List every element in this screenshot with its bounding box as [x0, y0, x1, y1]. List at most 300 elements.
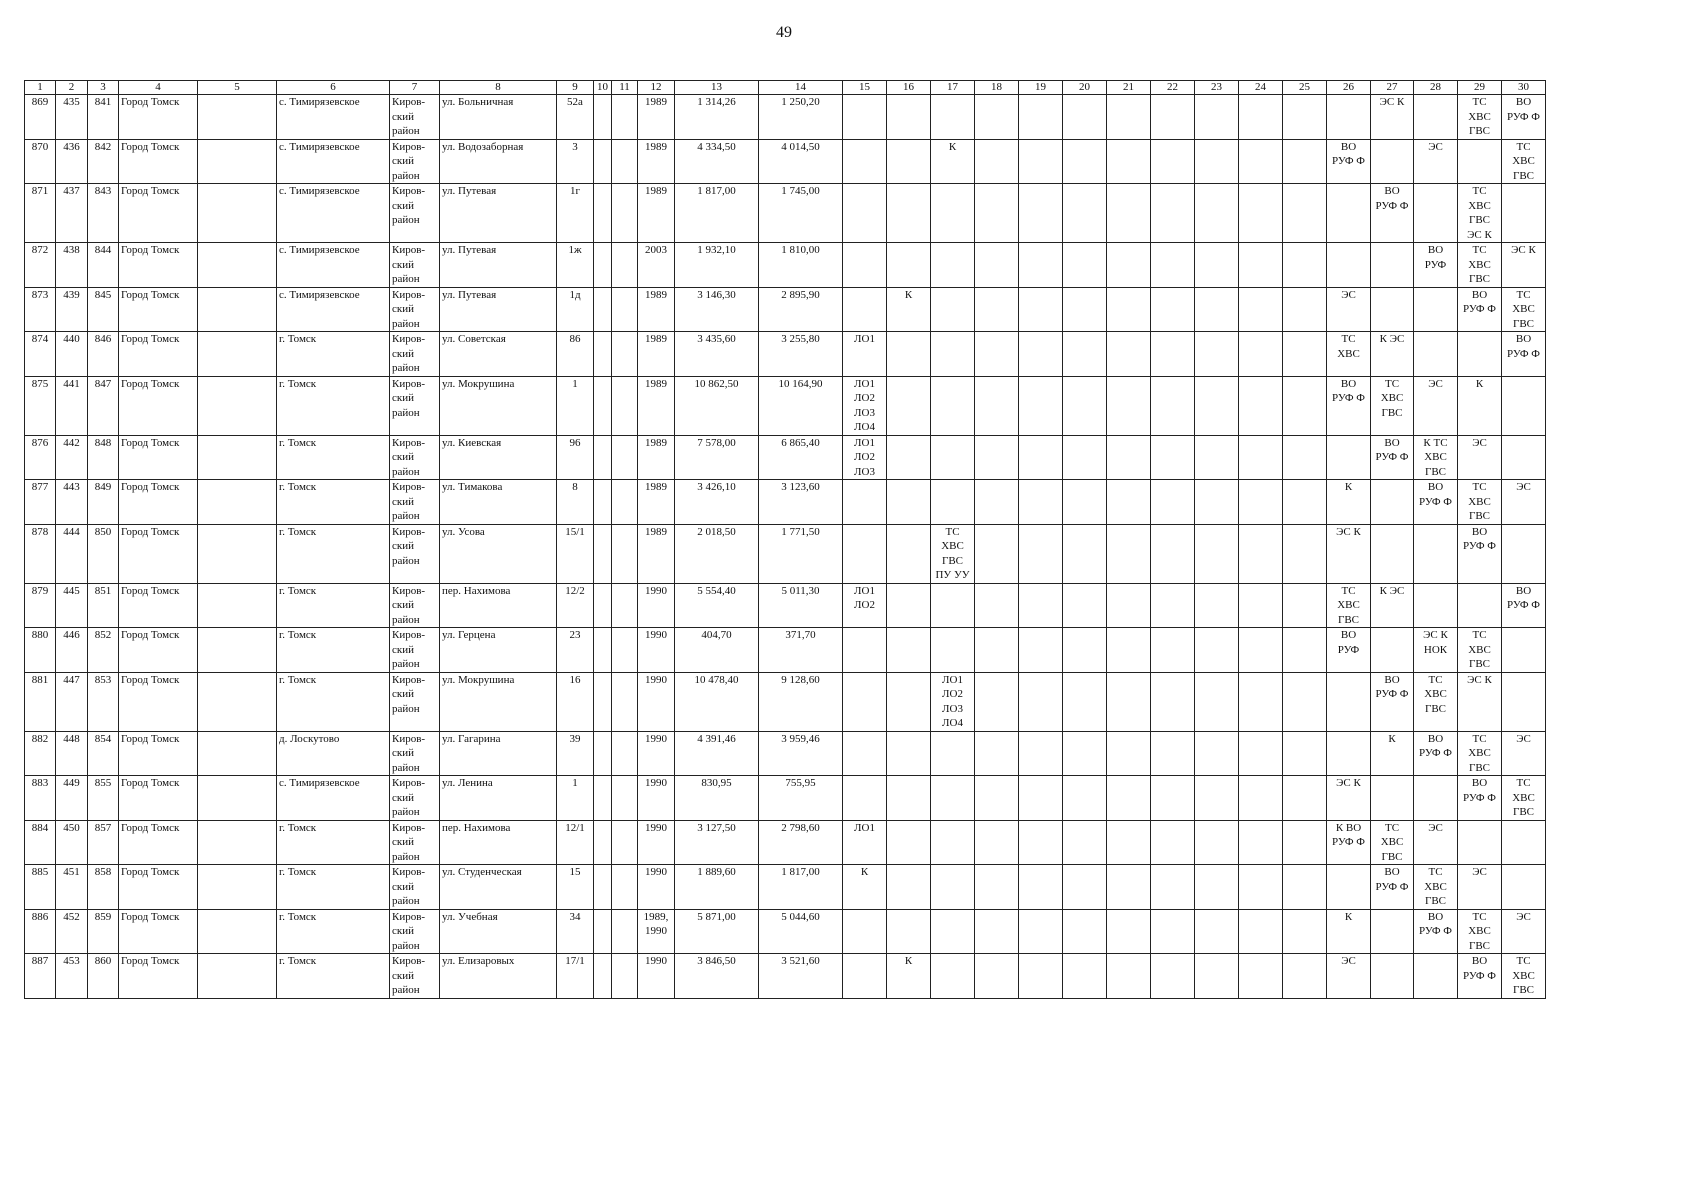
table-row [25, 731, 1546, 776]
table-cell: ЭС [1502, 909, 1546, 954]
table-cell: ул. Усова [440, 524, 557, 583]
table-cell: ул. Студенческая [440, 865, 557, 910]
table-cell: д. Лоскутово [277, 731, 390, 776]
table-cell [612, 480, 638, 525]
column-header: 30 [1502, 81, 1546, 95]
table-cell [1107, 184, 1151, 243]
table-cell [1195, 139, 1239, 184]
table-cell: ВО РУФ Ф [1458, 524, 1502, 583]
table-cell [975, 376, 1019, 435]
table-cell: 847 [88, 376, 119, 435]
table-cell: 1 [557, 776, 594, 821]
table-cell [1283, 776, 1327, 821]
table-cell: 1990 [638, 954, 675, 999]
table-cell [1502, 376, 1546, 435]
table-cell [1019, 524, 1063, 583]
table-cell [931, 583, 975, 628]
table-cell [843, 139, 887, 184]
table-cell [1239, 480, 1283, 525]
table-cell: ЛО1 [843, 332, 887, 377]
table-cell: 1г [557, 184, 594, 243]
table-cell: 875 [25, 376, 56, 435]
table-cell [1195, 376, 1239, 435]
column-header: 8 [440, 81, 557, 95]
table-cell [594, 672, 612, 731]
table-cell [1151, 287, 1195, 332]
column-header: 14 [759, 81, 843, 95]
column-header: 3 [88, 81, 119, 95]
table-cell [1107, 332, 1151, 377]
table-cell: 439 [56, 287, 88, 332]
table-cell [612, 583, 638, 628]
table-cell: К ЭС [1371, 583, 1414, 628]
table-cell: ВО РУФ Ф [1458, 287, 1502, 332]
table-cell: 876 [25, 435, 56, 480]
table-cell [1107, 583, 1151, 628]
table-cell [975, 954, 1019, 999]
table-cell [1195, 820, 1239, 865]
table-cell: г. Томск [277, 628, 390, 673]
table-cell: 878 [25, 524, 56, 583]
table-cell [1283, 184, 1327, 243]
table-cell [887, 583, 931, 628]
table-cell: ЭС [1327, 287, 1371, 332]
table-cell [1239, 524, 1283, 583]
table-cell [975, 865, 1019, 910]
table-cell [931, 909, 975, 954]
table-cell: ЭС К [1371, 95, 1414, 140]
table-cell: ТС ХВС [1327, 332, 1371, 377]
table-cell: ВО РУФ [1327, 628, 1371, 673]
table-row [25, 865, 1546, 910]
table-cell [843, 672, 887, 731]
table-cell [843, 909, 887, 954]
table-cell: 436 [56, 139, 88, 184]
table-cell [594, 954, 612, 999]
table-cell: 1990 [638, 672, 675, 731]
table-cell [594, 776, 612, 821]
table-cell: 883 [25, 776, 56, 821]
table-cell [931, 287, 975, 332]
table-cell: ул. Мокрушина [440, 376, 557, 435]
table-cell: 371,70 [759, 628, 843, 673]
table-cell [1063, 909, 1107, 954]
table-cell [594, 139, 612, 184]
table-cell: Город Томск [119, 95, 198, 140]
table-row [25, 776, 1546, 821]
table-cell [198, 524, 277, 583]
table-cell: Киров- ский район [390, 435, 440, 480]
table-cell [1371, 954, 1414, 999]
table-cell: 872 [25, 243, 56, 288]
table-cell: 10 478,40 [675, 672, 759, 731]
table-cell: 879 [25, 583, 56, 628]
table-cell [594, 376, 612, 435]
table-cell: ТС ХВС ГВС ПУ УУ [931, 524, 975, 583]
table-cell: 1990 [638, 731, 675, 776]
table-cell [887, 731, 931, 776]
table-cell [887, 820, 931, 865]
table-cell [931, 820, 975, 865]
table-cell: ЭС К [1502, 243, 1546, 288]
table-cell: 3 [557, 139, 594, 184]
table-cell [1107, 480, 1151, 525]
table-cell: 1 889,60 [675, 865, 759, 910]
table-cell [1239, 954, 1283, 999]
column-header: 18 [975, 81, 1019, 95]
table-cell: ЭС К НОК [1414, 628, 1458, 673]
table-cell: 438 [56, 243, 88, 288]
table-cell: с. Тимирязевское [277, 243, 390, 288]
table-cell [1283, 376, 1327, 435]
table-cell: 850 [88, 524, 119, 583]
table-cell [975, 583, 1019, 628]
table-cell [1195, 672, 1239, 731]
table-cell: К [887, 954, 931, 999]
table-cell: 453 [56, 954, 88, 999]
table-cell [1063, 954, 1107, 999]
table-cell: Киров- ский район [390, 865, 440, 910]
table-cell [1151, 139, 1195, 184]
table-cell: 10 164,90 [759, 376, 843, 435]
table-cell [198, 332, 277, 377]
table-cell [1151, 909, 1195, 954]
table-cell [594, 524, 612, 583]
table-cell [1151, 524, 1195, 583]
table-cell [1195, 909, 1239, 954]
table-cell [1151, 243, 1195, 288]
table-cell [594, 287, 612, 332]
table-cell [1151, 628, 1195, 673]
table-cell [198, 480, 277, 525]
table-cell: ЭС [1414, 376, 1458, 435]
table-cell: Киров- ский район [390, 583, 440, 628]
table-cell: 1 810,00 [759, 243, 843, 288]
table-cell: Город Томск [119, 332, 198, 377]
table-cell: 1990 [638, 865, 675, 910]
table-cell: 447 [56, 672, 88, 731]
table-cell: 39 [557, 731, 594, 776]
table-cell: 3 255,80 [759, 332, 843, 377]
table-cell: 4 391,46 [675, 731, 759, 776]
table-cell [975, 243, 1019, 288]
table-cell: 843 [88, 184, 119, 243]
table-cell [1414, 524, 1458, 583]
table-cell: ул. Больничная [440, 95, 557, 140]
table-cell: 1989 [638, 139, 675, 184]
table-cell: ЭС [1502, 480, 1546, 525]
table-cell [1239, 583, 1283, 628]
table-cell [594, 820, 612, 865]
table-cell: 1д [557, 287, 594, 332]
table-cell: ТС ХВС ГВС [1371, 820, 1414, 865]
table-row [25, 480, 1546, 525]
table-cell [1063, 865, 1107, 910]
table-cell: 885 [25, 865, 56, 910]
table-cell: К [1458, 376, 1502, 435]
table-cell [198, 184, 277, 243]
table-cell: Киров- ский район [390, 672, 440, 731]
table-cell [1195, 287, 1239, 332]
table-cell [1371, 480, 1414, 525]
table-cell [1107, 95, 1151, 140]
table-cell [594, 731, 612, 776]
table-cell [1239, 376, 1283, 435]
table-cell [198, 865, 277, 910]
table-cell: ТС ХВС ГВС [1458, 731, 1502, 776]
table-row [25, 954, 1546, 999]
table-cell [975, 909, 1019, 954]
table-cell: Город Томск [119, 287, 198, 332]
table-cell: 3 426,10 [675, 480, 759, 525]
table-cell: Киров- ский район [390, 95, 440, 140]
table-cell: 9 128,60 [759, 672, 843, 731]
table-cell [594, 628, 612, 673]
table-cell: ТС ХВС ГВС [1502, 139, 1546, 184]
table-cell [1019, 435, 1063, 480]
table-cell [1327, 243, 1371, 288]
table-cell [1107, 287, 1151, 332]
table-cell: 1989 [638, 184, 675, 243]
table-cell [1151, 954, 1195, 999]
table-cell: 3 146,30 [675, 287, 759, 332]
table-cell: с. Тимирязевское [277, 184, 390, 243]
page-number: 49 [776, 24, 792, 41]
table-cell [1283, 480, 1327, 525]
table-cell: ТС ХВС ГВС [1458, 95, 1502, 140]
table-cell [1371, 628, 1414, 673]
table-cell [1107, 435, 1151, 480]
table-cell: ТС ХВС ГВС [1502, 287, 1546, 332]
table-cell [1019, 820, 1063, 865]
table-cell: 1989 [638, 95, 675, 140]
table-cell [1327, 672, 1371, 731]
table-cell: Киров- ский район [390, 184, 440, 243]
table-cell [1195, 243, 1239, 288]
table-cell [931, 480, 975, 525]
table-cell [1019, 583, 1063, 628]
table-cell: К ВО РУФ Ф [1327, 820, 1371, 865]
table-cell: 858 [88, 865, 119, 910]
table-cell: 1989 [638, 332, 675, 377]
table-cell: 7 578,00 [675, 435, 759, 480]
table-cell [931, 376, 975, 435]
table-cell [612, 332, 638, 377]
table-cell: 851 [88, 583, 119, 628]
table-cell [887, 139, 931, 184]
table-cell: К [843, 865, 887, 910]
table-cell [1239, 184, 1283, 243]
table-cell: ВО РУФ Ф [1458, 776, 1502, 821]
column-header: 9 [557, 81, 594, 95]
table-cell: 442 [56, 435, 88, 480]
table-cell [1502, 865, 1546, 910]
table-cell [931, 628, 975, 673]
table-cell: К [1327, 480, 1371, 525]
table-cell [1019, 376, 1063, 435]
table-cell: 755,95 [759, 776, 843, 821]
table-cell [1151, 480, 1195, 525]
table-cell: 853 [88, 672, 119, 731]
table-cell: К [887, 287, 931, 332]
column-header: 10 [594, 81, 612, 95]
table-cell: Город Томск [119, 776, 198, 821]
table-cell: ЛО1 [843, 820, 887, 865]
table-cell [612, 731, 638, 776]
table-cell [843, 524, 887, 583]
column-header: 17 [931, 81, 975, 95]
table-cell [975, 435, 1019, 480]
table-cell [1502, 435, 1546, 480]
table-cell [612, 672, 638, 731]
table-cell: ТС ХВС ГВС [1414, 672, 1458, 731]
table-cell [887, 332, 931, 377]
table-cell: 841 [88, 95, 119, 140]
column-header: 21 [1107, 81, 1151, 95]
table-cell [887, 243, 931, 288]
table-cell [198, 95, 277, 140]
table-cell [931, 731, 975, 776]
table-cell [1239, 731, 1283, 776]
table-cell: ул. Тимакова [440, 480, 557, 525]
table-cell [1063, 95, 1107, 140]
table-cell [1019, 865, 1063, 910]
table-cell [594, 95, 612, 140]
table-cell: 2 798,60 [759, 820, 843, 865]
table-cell [1502, 524, 1546, 583]
table-cell [1283, 524, 1327, 583]
table-cell: 2 018,50 [675, 524, 759, 583]
table-cell [1371, 287, 1414, 332]
table-cell: 1ж [557, 243, 594, 288]
table-cell [1063, 776, 1107, 821]
table-cell [887, 524, 931, 583]
column-header: 13 [675, 81, 759, 95]
table-cell [843, 95, 887, 140]
table-cell: Город Томск [119, 628, 198, 673]
table-cell: ТС ХВС ГВС ЭС К [1458, 184, 1502, 243]
table-cell [975, 139, 1019, 184]
table-cell: 1 314,26 [675, 95, 759, 140]
table-cell: 445 [56, 583, 88, 628]
table-cell: 869 [25, 95, 56, 140]
table-cell: ВО РУФ Ф [1371, 435, 1414, 480]
table-cell: 830,95 [675, 776, 759, 821]
table-cell: К ЭС [1371, 332, 1414, 377]
table-cell: ВО РУФ Ф [1414, 731, 1458, 776]
table-row [25, 95, 1546, 140]
table-cell [1107, 954, 1151, 999]
table-cell: ВО РУФ [1414, 243, 1458, 288]
table-row [25, 909, 1546, 954]
table-cell: ул. Мокрушина [440, 672, 557, 731]
table-cell: 23 [557, 628, 594, 673]
table-cell: г. Томск [277, 909, 390, 954]
table-cell: К [1371, 731, 1414, 776]
table-cell: ул. Путевая [440, 243, 557, 288]
table-cell: 444 [56, 524, 88, 583]
table-cell [1019, 95, 1063, 140]
table-cell [1063, 243, 1107, 288]
table-cell [198, 583, 277, 628]
table-cell: Город Томск [119, 435, 198, 480]
table-cell [1019, 672, 1063, 731]
table-cell: г. Томск [277, 332, 390, 377]
table-cell: Город Томск [119, 376, 198, 435]
table-cell: ТС ХВС ГВС [1414, 865, 1458, 910]
table-cell: 849 [88, 480, 119, 525]
table-cell [931, 865, 975, 910]
table-cell: ВО РУФ Ф [1502, 95, 1546, 140]
table-body [25, 95, 1546, 999]
table-cell [1458, 820, 1502, 865]
table-cell [1107, 776, 1151, 821]
table-cell: 857 [88, 820, 119, 865]
table-cell [1458, 583, 1502, 628]
table-cell: 435 [56, 95, 88, 140]
table-cell: ЛО1 ЛО2 ЛО3 ЛО4 [843, 376, 887, 435]
table-cell: 1989 [638, 435, 675, 480]
table-cell: ВО РУФ Ф [1327, 139, 1371, 184]
column-header: 1 [25, 81, 56, 95]
table-cell [1195, 524, 1239, 583]
table-cell [1063, 287, 1107, 332]
table-cell: К ТС ХВС ГВС [1414, 435, 1458, 480]
table-cell: 86 [557, 332, 594, 377]
table-cell [1063, 376, 1107, 435]
table-cell: 3 521,60 [759, 954, 843, 999]
header-row [25, 81, 1546, 95]
table-cell: 886 [25, 909, 56, 954]
table-cell: 17/1 [557, 954, 594, 999]
table-cell [931, 776, 975, 821]
table-cell: ВО РУФ Ф [1371, 184, 1414, 243]
table-cell: 845 [88, 287, 119, 332]
table-cell [612, 776, 638, 821]
table-cell [1327, 435, 1371, 480]
table-cell: ул. Советская [440, 332, 557, 377]
table-cell [1502, 672, 1546, 731]
table-cell [1063, 480, 1107, 525]
table-cell [612, 376, 638, 435]
table-cell [931, 184, 975, 243]
table-cell [1283, 820, 1327, 865]
table-cell [198, 909, 277, 954]
table-cell: ЭС [1458, 435, 1502, 480]
table-cell [1414, 184, 1458, 243]
table-cell [1502, 628, 1546, 673]
table-cell: г. Томск [277, 435, 390, 480]
table-cell [198, 628, 277, 673]
table-cell: ЭС [1502, 731, 1546, 776]
table-cell [843, 628, 887, 673]
table-cell [1107, 139, 1151, 184]
table-cell [887, 628, 931, 673]
table-cell: 873 [25, 287, 56, 332]
table-cell [1283, 865, 1327, 910]
table-row [25, 583, 1546, 628]
table-cell: ул. Герцена [440, 628, 557, 673]
table-cell: 871 [25, 184, 56, 243]
table-cell [1502, 184, 1546, 243]
table-cell: 440 [56, 332, 88, 377]
table-cell: 1990 [638, 628, 675, 673]
table-cell [594, 332, 612, 377]
table-cell [931, 95, 975, 140]
table-cell [612, 628, 638, 673]
table-cell: Киров- ский район [390, 139, 440, 184]
table-cell: ТС ХВС ГВС [1458, 480, 1502, 525]
